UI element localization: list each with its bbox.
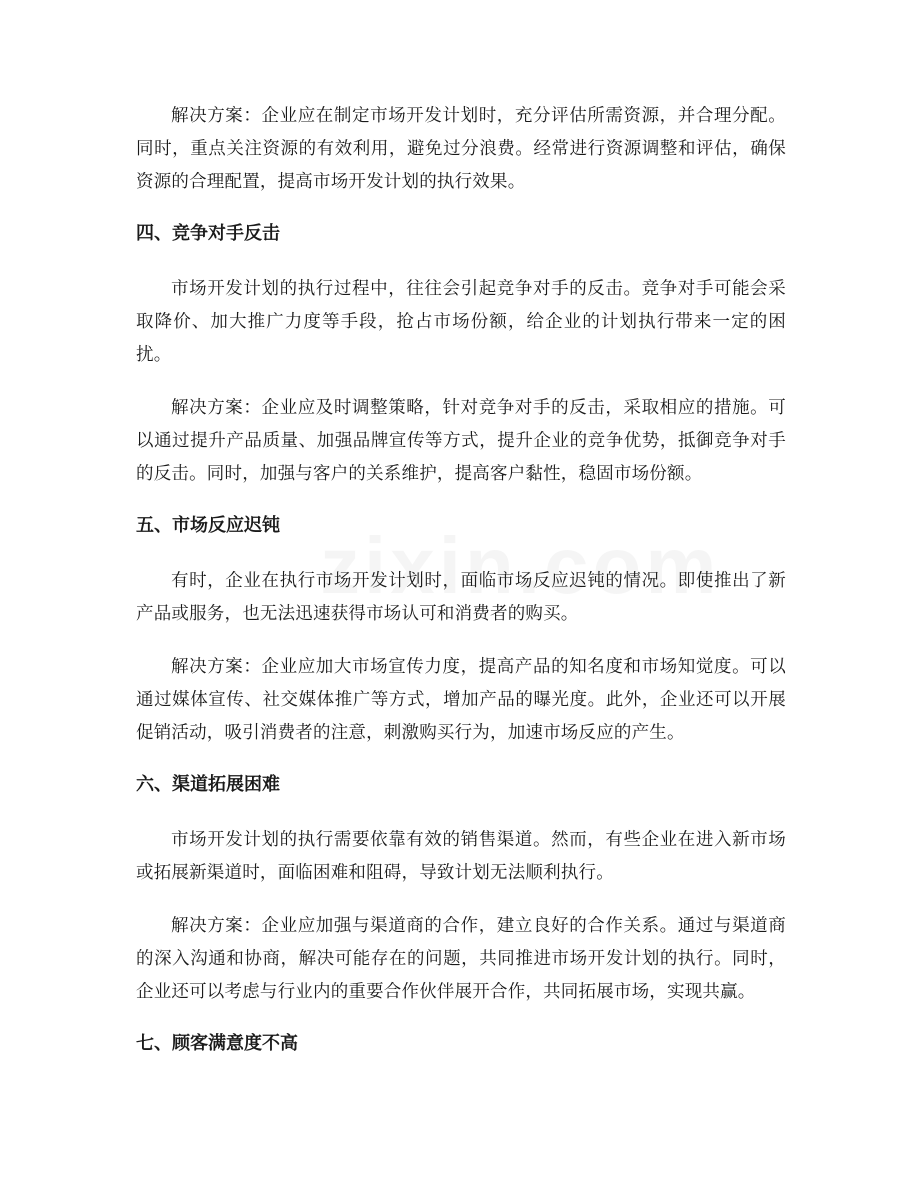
paragraph: 解决方案：企业应加强与渠道商的合作，建立良好的合作关系。通过与渠道商的深入沟通和协商，解决可能存在的问题，共同推进市场开发计划的执行。同时，企业还可以考虑与行业内的重要合作伙伴展开合作，共同拓展市场，实现共赢。 bbox=[136, 916, 786, 1002]
section-heading: 七、顾客满意度不高 bbox=[136, 1033, 298, 1054]
paragraph: 市场开发计划的执行过程中，往往会引起竞争对手的反击。竞争对手可能会采取降价、加大推广力度等手段，抢占市场份额，给企业的计划执行带来一定的困扰。 bbox=[136, 279, 786, 365]
section-heading: 五、市场反应迟钝 bbox=[136, 515, 280, 536]
section-channel bbox=[136, 770, 786, 1009]
document-page bbox=[136, 100, 786, 1083]
paragraph: 市场开发计划的执行需要依靠有效的销售渠道。然而，有些企业在进入新市场或拓展新渠道时，面临困难和阻碍，导致计划无法顺利执行。 bbox=[136, 830, 786, 883]
section-competitor-response bbox=[136, 219, 786, 491]
section-heading: 六、渠道拓展困难 bbox=[136, 774, 280, 795]
section-intro bbox=[136, 100, 786, 199]
section-satisfaction bbox=[136, 1029, 786, 1059]
paragraph: 解决方案：企业应及时调整策略，针对竞争对手的反击，采取相应的措施。可以通过提升产品质量、加强品牌宣传等方式，提升企业的竞争优势，抵御竞争对手的反击。同时，加强与客户的关系维护，提高客户黏性，稳固市场份额。 bbox=[136, 398, 786, 484]
paragraph: 有时，企业在执行市场开发计划时，面临市场反应迟钝的情况。即使推出了新产品或服务，也无法迅速获得市场认可和消费者的购买。 bbox=[136, 571, 786, 624]
paragraph: 解决方案：企业应加大市场宣传力度，提高产品的知名度和市场知觉度。可以通过媒体宣传、社交媒体推广等方式，增加产品的曝光度。此外，企业还可以开展促销活动，吸引消费者的注意，刺激购买行为，加速市场反应的产生。 bbox=[136, 657, 786, 743]
section-heading: 四、竞争对手反击 bbox=[136, 223, 280, 244]
section-market-slow bbox=[136, 511, 786, 750]
paragraph: 解决方案：企业应在制定市场开发计划时，充分评估所需资源，并合理分配。同时，重点关注资源的有效利用，避免过分浪费。经常进行资源调整和评估，确保资源的合理配置，提高市场开发计划的执行效果。 bbox=[136, 106, 786, 192]
